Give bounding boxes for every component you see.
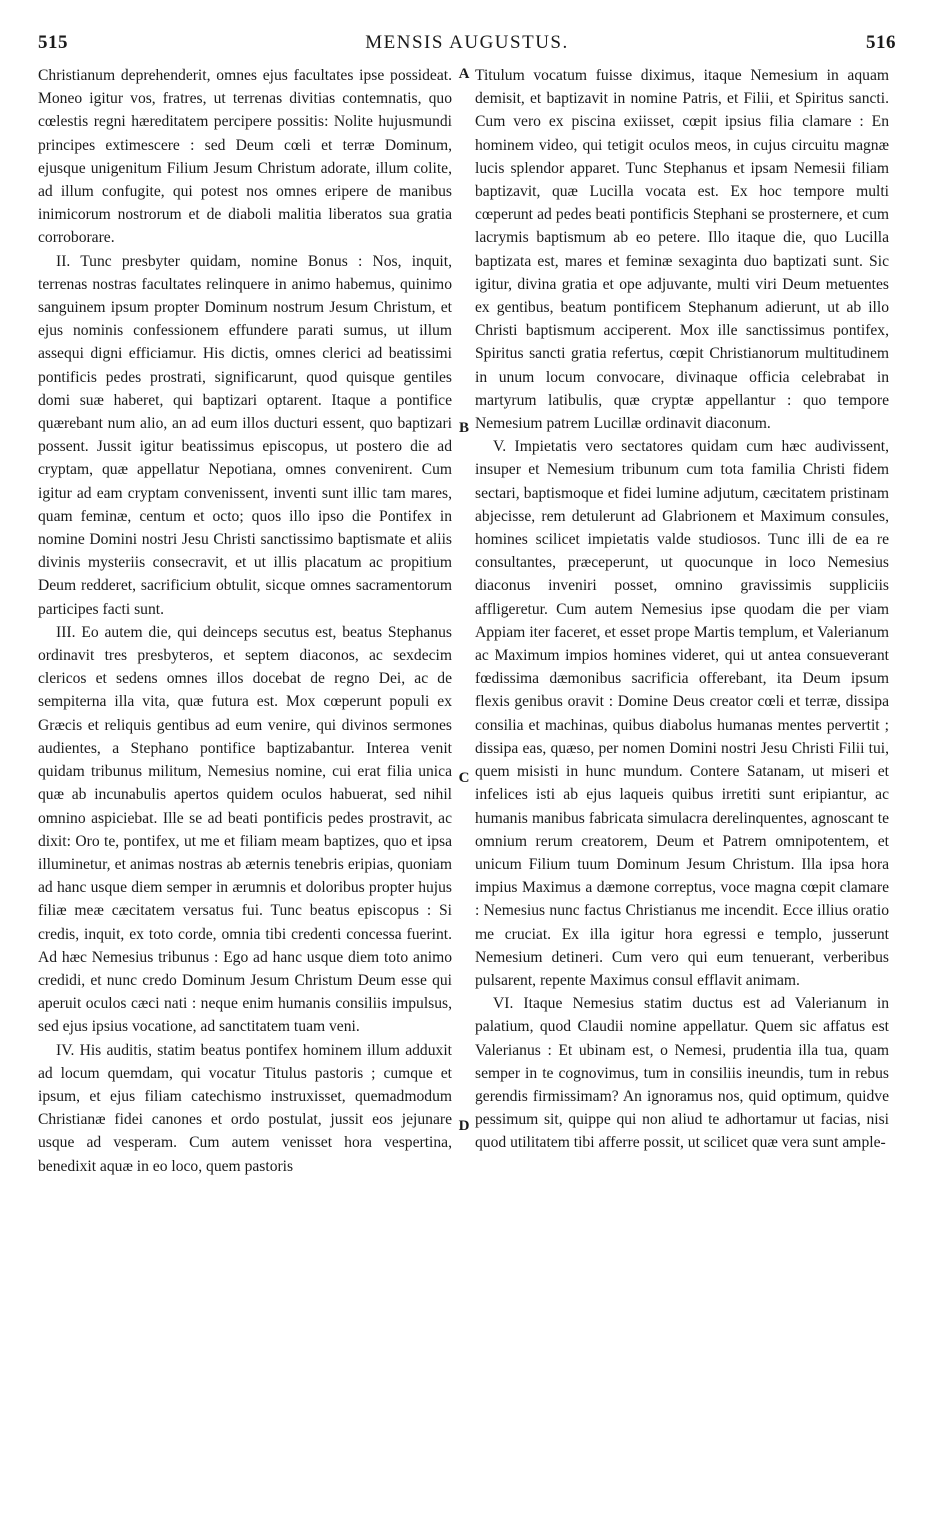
right-text-column: [475, 64, 889, 1155]
margin-marker-c: C: [458, 770, 470, 786]
page-header: [38, 32, 896, 62]
paragraph-section-v: V. Impietatis vero sectatores quidam cum hæc audivissent, insuper et Nemesium tribunum cum tota familia Christi fidem sectari, baptismoque et fidei lumine adjutum, cæcitatem pristinam abjecisse, rem detulerunt ad Glabrionem et Maximum consules, homines scilicet impietatis valde studiosos. Tunc illi de ea re consultantes, præceperunt, ut quocunque in loco Nemesius diaconus inveniri posset, omnino gravissimis suppliciis affligeretur. Cum autem Nemesius ipse quodam die per viam Appiam iter faceret, et esset prope Martis templum, et Valerianum ac Maximum impios homines videret, qui ut antea consueverant fœdissima dæmonibus sacrificia offerebant, ita Deum ipsum flexis genibus oravit : Domine Deus creator cœli et terræ, dissipa consilia et machinas, quibus diabolus humanas mentes pervertit ; dissipa eas, quæso, per nomen Domini nostri Jesu Christi Filii tui, quem misisti in hunc mundum. Contere Satanam, ut miseri et infelices isti ab ejus laqueis quibus irretiti sunt eripiantur, ac humanis manibus fabricata simulacra derelinquentes, agnoscant te omnium rerum creatorem, Deum et Patrem omnipotentem, et unicum Filium tuum Dominum Jesum Christum. Illa ipsa hora impius Maximus a dæmone correptus, voce magna cœpit clamare : Nemesius nunc factus Christianus me incendit. Ecce illius oratio me cruciat. Ex illa igitur hora egressi e templo, jusserunt Nemesium detineri. Cum vero qui eum tenuerant, verberibus pulsarent, repente Maximus consul efflavit animam.: [475, 438, 889, 989]
paragraph-continuation-right: Titulum vocatum fuisse diximus, itaque Nemesium in aquam demisit, et baptizavit in nomine Patris, et Filii, et Spiritus sancti. Cum vero ex piscina exiisset, cœpit ipsius filia clamare : En hominem video, qui tetigit oculos meos, in cujus circuitu magnæ lucis splendor apparet. Tunc Stephanus et ipsam Nemesii filiam baptizavit, quæ Lucilla vocata est. Ex hoc tempore multi cœperunt ad pedes beati pontificis Stephani se prosternere, et cum lacrymis baptismum ab eo petere. Illo itaque die, quo Lucilla baptizata est, mares et feminæ sexaginta duo baptizati sunt. Sic igitur, divina gratia et ope adjuvante, multi viri Deum metuentes ex gentibus, beatum pontificem Stephanum adierunt, ut ab illo Christi baptismum acciperent. Mox ille sanctissimus pontifex, Spiritus sancti gratia refertus, cœpit Christianorum multitudinem in unum locum convocare, divinaque officia celebrabat in martyrum latibulis, quæ cryptæ appellantur : quo tempore Nemesium patrem Lucillæ ordinavit diaconum.: [475, 67, 889, 433]
right-page-number: 516: [866, 32, 896, 53]
running-title: MENSIS AUGUSTUS.: [365, 32, 569, 53]
paragraph-section-iv: IV. His auditis, statim beatus pontifex hominem illum adduxit ad locum quemdam, qui vocatur Titulus pastoris ; cumque et ipsum, et ejus filiam catechismo instruxisset, quemadmodum Christianæ fidei canones et ordo postulat, jussit eos jejunare usque ad vesperam. Cum autem venisset hora vespertina, benedixit aquæ in eo loco, quem pastoris: [38, 1041, 452, 1175]
paragraph-section-vi: VI. Itaque Nemesius statim ductus est ad Valerianum in palatium, quod Claudii nomine appellatur. Quem sic affatus est Valerianus : Et ubinam est, o Nemesi, prudentia illa tua, quam semper in te cognovimus, tum in consiliis ineundis, tum in rebus gerendis firmissimam? An ignoramus nos, quid optimum, quidve pessimum sit, quippe qui non aliud te adhortamur ut facias, nisi quod utilitatem tibi afferre possit, ut scilicet quæ vera sunt ample-: [475, 995, 889, 1152]
margin-marker-d: D: [458, 1118, 470, 1134]
paragraph-section-ii: II. Tunc presbyter quidam, nomine Bonus : Nos, inquit, terrenas nostras facultates relinquere in animo habemus, quinimo sanguinem ipsum propter Dominum nostrum Jesum Christum, et ejus nominis confessionem effundere parati sumus, ut illum assequi digni efficiamur. His dictis, omnes clerici ad beatissimi pontificis pedes prostrati, significarunt, quod quisque gentiles domi suæ haberet, qui baptizari optarent. Itaque a pontifice quærebant num alio, an ad eum illos ducturi essent, quo baptizari possent. Jussit igitur beatissimus episcopus, ut postero die ad cryptam, quæ appellatur Nepotiana, omnes convenirent. Cum igitur ad eam cryptam convenissent, inventi sunt illic tam mares, quam feminæ, centum et octo; quos illo ipso die Pontifex in nomine Domini nostri Jesu Christi sanctissimo baptismate et aliis divinis mysteriis consecravit, et ut illis placatum ac propitium Deum redderet, sacrificium obtulit, sicque omnes sacramentorum participes facti sunt.: [38, 252, 452, 618]
margin-marker-a: A: [458, 66, 470, 82]
paragraph-continuation: Christianum deprehenderit, omnes ejus facultates ipse possideat. Moneo igitur vos, fratres, ut terrenas divitias contemnatis, quo cœlestis regni hæreditatem percipere possitis: Nolite hujusmundi principes extimescere : sed Deum cœli et terræ Dominum, ejusque unigenitum Filium Jesum Christum adorate, illum colite, ad illum confugite, qui potest nos omnes eripere de manibus inimicorum nostrorum et de diaboli malitia liberatos sua gratia corroborare.: [38, 67, 452, 247]
margin-marker-b: B: [458, 420, 469, 436]
paragraph-section-iii: III. Eo autem die, qui deinceps secutus est, beatus Stephanus ordinavit tres presbyteros, et septem diaconos, ac sexdecim clericos et sedens omnes illos docebat de regno Dei, ac de sempiterna illa vita, quæ futura est. Mox cœperunt populi ex Græcis et reliquis gentibus ad eum venire, qui divinos sermones audientes, a Stephano pontifice baptizabantur. Interea venit quidam tribunus militum, Nemesius nomine, cui erat filia unica quæ ab incunabulis apertos quidem oculos habuerat, sed nihil omnino aspiciebat. Ille se ad beati pontificis pedes prostravit, ac dixit: Oro te, pontifex, ut me et filiam meam baptizes, quo et ipsa illuminetur, et animas nostras ab æternis tenebris eripias, quoniam ad hanc usque diem semper in ærumnis et doloribus propter hujus filiæ meæ cæcitatem versatus fui. Tunc beatus episcopus : Si credis, inquit, ex toto corde, omnia tibi credenti concessa fuerint. Ad hæc Nemesius tribunus : Ego ad hanc usque diem toto animo credidi, et nunc credo Dominum Jesum Christum Deum esse qui aperuit oculos cæci nati : neque enim humanis consiliis impulsus, sed ejus ipsius vocatione, ad sanctitatem tuam veni.: [38, 623, 452, 1036]
left-text-column: [38, 64, 452, 1178]
left-page-number: 515: [38, 32, 68, 53]
